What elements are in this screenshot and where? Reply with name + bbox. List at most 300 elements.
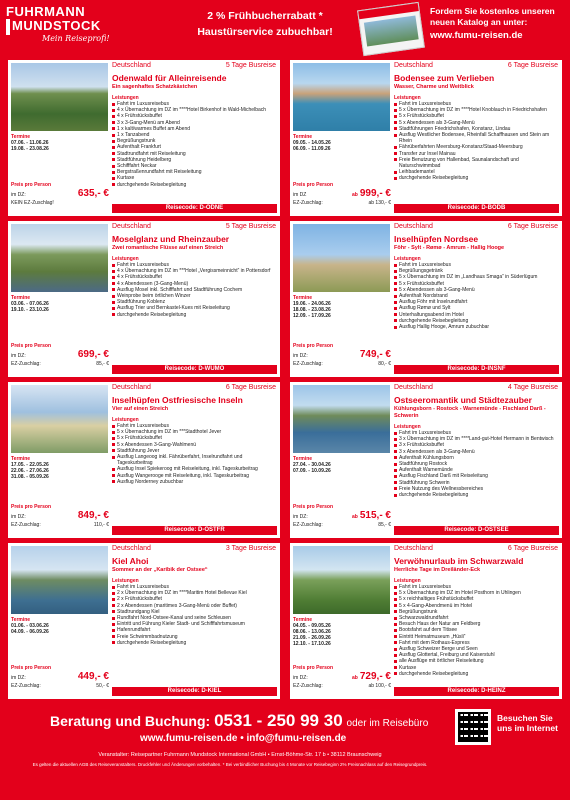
date-range: 12.09. - 17.09.26 (293, 313, 331, 319)
price-value: 635,- € (77, 188, 109, 199)
price-label: Preis pro Person (293, 182, 334, 188)
trip-card[interactable] (290, 60, 562, 216)
price-row (293, 671, 391, 682)
trip-subtitle: Ein sagenhaftes Schatzkästchen (112, 84, 198, 90)
logo-line1: FUHRMANN (6, 4, 86, 19)
inclusion-item: 3 x 3-Gang-Menü am Abend (112, 120, 276, 126)
date-range: 01.06. - 03.06.26 (11, 623, 49, 629)
inclusions-label: Leistungen (112, 578, 139, 584)
trip-title[interactable]: Bodensee zum Verlieben (394, 73, 495, 83)
price-row (11, 510, 109, 521)
date-range: 06.09. - 11.09.26 (293, 146, 331, 152)
catalog-image[interactable] (357, 2, 425, 56)
inclusion-item: Aufenthalt Warnemünde (394, 467, 558, 473)
trip-subtitle: Zwei romantische Flüsse auf einen Streich (112, 245, 224, 251)
reisecode-bar[interactable] (112, 687, 277, 696)
inclusion-item: Ausflug Föhr mit Inselrundfahrt (394, 299, 558, 305)
reisecode-prefix: Reisecode: (164, 527, 198, 533)
price-row (293, 349, 391, 360)
inclusion-item: Fahrt im Luxusreisebus (394, 430, 558, 436)
trip-region: Deutschland (112, 62, 151, 69)
trip-photo[interactable] (11, 224, 108, 292)
inclusion-item: 4 x Frühstücksbuffet (112, 113, 276, 119)
price-area (11, 182, 109, 206)
price-area (293, 665, 391, 689)
trip-card[interactable] (8, 543, 280, 699)
trip-duration: 3 Tage Busreise (225, 545, 276, 552)
trip-card[interactable] (290, 543, 562, 699)
inclusion-item: Eintritt und Führung Kieler Stadt- und Schifffahrtsmuseum (112, 621, 276, 627)
trip-duration: 5 Tage Busreise (225, 62, 276, 69)
inclusion-item: 4 x Abendessen (3-Gang-Menü) (112, 281, 276, 287)
trip-photo[interactable] (11, 546, 108, 614)
ez-value: 85,- € (96, 361, 109, 367)
inclusion-item: Fahrt im Luxusreisebus (394, 101, 558, 107)
date-range: 08.06. - 13.06.26 (293, 629, 331, 635)
price-row (11, 188, 109, 199)
price-area (293, 343, 391, 367)
inclusions-label: Leistungen (112, 417, 139, 423)
trip-title[interactable]: Ostseeromantik und Städtezauber (394, 395, 532, 405)
from-label: ab (352, 675, 358, 681)
date-range: 09.05. - 14.05.26 (293, 140, 331, 146)
price-value: 699,- € (77, 349, 109, 360)
reisecode-bar[interactable] (394, 687, 559, 696)
trip-price (78, 349, 109, 360)
inclusion-item: 2 x Frühstücksbuffet (112, 596, 276, 602)
room-label: im DZ: (293, 675, 308, 681)
trip-card[interactable] (290, 221, 562, 377)
organizer-text: Veranstalter: Reisepartner Fuhrmann Mundstock International GmbH • Ernst-Böhme-Str. 17 b • 38112 Braunschweig (98, 752, 382, 758)
dates-label: Termine (293, 456, 313, 462)
price-label: Preis pro Person (11, 343, 52, 349)
inclusion-item: Aufenthalt Kühlungsborn (394, 455, 558, 461)
footer (0, 705, 570, 800)
inclusion-item: Stadtführung Heidelberg (112, 157, 276, 163)
trip-photo[interactable] (11, 385, 108, 453)
inclusion-item: 2 x Abendessen (maritimes 3-Gang-Menü oder Buffet) (112, 603, 276, 609)
date-range: 18.08. - 23.08.26 (293, 307, 331, 313)
promo-line2: Haustürservice zubuchbar! (197, 26, 333, 38)
inclusion-item: Ausflug Hallig Hooge, Amrum zubuchbar (394, 324, 558, 330)
trip-duration: 6 Tage Busreise (225, 384, 276, 391)
trip-price (78, 188, 109, 199)
ez-label: EZ-Zuschlag: (293, 361, 323, 367)
price-value: 999,- € (359, 188, 391, 199)
dates-label: Termine (11, 456, 31, 462)
price-label: Preis pro Person (11, 182, 52, 188)
ez-value: 110,- € (93, 522, 109, 528)
inclusion-item: Fahrt mit dem Rothaus-Express (394, 640, 558, 646)
inclusion-item: Begrüßungstrunk (112, 138, 276, 144)
inclusion-item: Stadtrundgang Kiel (112, 609, 276, 615)
price-label: Preis pro Person (11, 504, 52, 510)
inclusion-item: Aufenthalt Frankfurt (112, 144, 276, 150)
price-label: Preis pro Person (293, 504, 334, 510)
trip-subtitle: Herrliche Tage im Dreiländer-Eck (394, 567, 481, 573)
reisecode-bar[interactable] (394, 526, 559, 535)
single-supplement (11, 683, 109, 689)
inclusions-label: Leistungen (394, 256, 421, 262)
from-label: ab (352, 192, 358, 198)
inclusion-item: Ausflug Schweizer Berge und Seen (394, 646, 558, 652)
reisecode-bar[interactable] (112, 365, 277, 374)
trip-duration: 6 Tage Busreise (507, 62, 558, 69)
inclusion-item: 5 x Übernachtung im DZ im „Landhaus Smaga“ in Süderlügum (394, 274, 558, 280)
inclusion-item: 3 x Abendessen als 3-Gang-Menü (394, 449, 558, 455)
dates-label: Termine (293, 134, 313, 140)
legal-text: Es gelten die aktuellen AGB des Reiseveranstalters. Druckfehler und Änderungen vorbehalten. * Bei verbindlicher Buchung bis 4 Monate vor Reisebeginn 2% Preisnachlass auf den Reisegrundpreis. (32, 762, 428, 767)
ez-value: 85,- € (378, 522, 391, 528)
price-area (11, 665, 109, 689)
trip-dates (11, 456, 109, 480)
inclusion-item: Rundfahrt Nord-Ostsee-Kanal und seine Schleusen (112, 615, 276, 621)
date-range: 22.06. - 27.06.26 (11, 468, 49, 474)
inclusion-item: Ausflug Glottertal, Freiburg und Kaiserstuhl (394, 652, 558, 658)
trip-meta (112, 384, 276, 394)
price-row (11, 349, 109, 360)
booking-label: Beratung und Buchung: (50, 713, 211, 729)
inclusion-item: alle Ausflüge mit örtlicher Reiseleitung (394, 658, 558, 664)
booking-suffix: oder im Reisebüro (346, 718, 429, 729)
inclusion-item: durchgehende Reisebegleitung (394, 671, 558, 677)
single-supplement (11, 200, 109, 206)
trip-dates (293, 134, 391, 152)
inclusion-item: 5 x reichhaltiges Frühstücksbuffet (394, 596, 558, 602)
inclusion-item: Fahrt im Luxusreisebus (112, 101, 276, 107)
inclusion-item: Begrüßungsgetränk (394, 268, 558, 274)
inclusions-label: Leistungen (112, 95, 139, 101)
trip-price (78, 510, 109, 521)
date-range: 21.09. - 26.09.26 (293, 635, 331, 641)
inclusion-item: 3 x Übernachtung im DZ im ****Land-gut-Hotel Hermann in Bentwisch (394, 436, 558, 442)
date-range: 07.06. - 11.06.26 (11, 140, 49, 146)
inclusion-item: Fahrt im Luxusreisebus (394, 584, 558, 590)
trip-subtitle: Kühlungsborn - Rostock - Warnemünde - Fischland Darß - Schwerin (394, 406, 546, 419)
trip-dates (11, 295, 109, 313)
trip-meta (394, 545, 558, 555)
promo-text (160, 8, 370, 40)
reisecode-bar[interactable] (112, 526, 277, 535)
reisecode-prefix: Reisecode: (444, 527, 478, 533)
inclusion-item: durchgehende Reisebegleitung (394, 492, 558, 498)
price-value: 449,- € (77, 671, 109, 682)
trip-region: Deutschland (112, 223, 151, 230)
reisecode-prefix: Reisecode: (447, 205, 482, 211)
inclusion-item: Ausflug Trier und Bernkastel-Kues mit Reiseleitung (112, 305, 276, 311)
inclusion-item: 1 x kalt/warmes Buffet am Abend (112, 126, 276, 132)
inclusion-item: Ausflug Insel Spiekeroog mit Reiseleitung, inkl. Tageskurbeitrag (112, 466, 276, 472)
room-label: im DZ: (293, 514, 308, 520)
catalog-cta (430, 6, 565, 41)
trip-title[interactable]: Inselhüpfen Ostfriesische Inseln (112, 395, 243, 405)
single-supplement (293, 522, 391, 528)
inclusions-label: Leistungen (394, 95, 421, 101)
inclusion-item: Stadtführungen Friedrichshafen, Konstanz, Lindau (394, 126, 558, 132)
inclusion-item: Ausflug Rømø und Sylt (394, 305, 558, 311)
inclusions-list (112, 584, 276, 646)
qr-code[interactable] (455, 709, 491, 745)
price-value: 729,- € (359, 671, 391, 682)
single-supplement (293, 200, 391, 206)
inclusion-item: Hafenrundfahrt (112, 627, 276, 633)
trip-price (78, 671, 109, 682)
price-area (293, 182, 391, 206)
logo-tagline: Mein Reiseprofi! (42, 34, 110, 43)
inclusion-item: Stadtführung Jever (112, 448, 276, 454)
trip-dates (293, 456, 391, 474)
dates-label: Termine (11, 295, 31, 301)
trip-title[interactable]: Kiel Ahoi (112, 556, 149, 566)
date-range: 19.10. - 23.10.26 (11, 307, 49, 313)
inclusion-item: 3 x Frühstücksbuffet (394, 442, 558, 448)
ez-label: EZ-Zuschlag: (293, 522, 323, 528)
inclusion-item: Besuch Haus der Natur am Feldberg (394, 621, 558, 627)
trip-card[interactable] (8, 221, 280, 377)
trip-meta (394, 223, 558, 233)
trip-photo[interactable] (293, 546, 390, 614)
price-label: Preis pro Person (293, 343, 334, 349)
inclusion-item: 5 x Übernachtung im DZ im ****Hotel Knoblauch in Friedrichshafen (394, 107, 558, 113)
price-value: 749,- € (359, 349, 391, 360)
trip-title[interactable]: Inselhüpfen Nordsee (394, 234, 479, 244)
trip-card[interactable] (290, 382, 562, 538)
dates-label: Termine (11, 617, 31, 623)
trip-title[interactable]: Verwöhnurlaub im Schwarzwald (394, 556, 524, 566)
inclusion-item: Fahrt im Luxusreisebus (112, 584, 276, 590)
inclusion-item: Weinprobe beim örtlichen Winzer (112, 293, 276, 299)
phone-link[interactable]: 0531 - 250 99 30 (214, 711, 343, 730)
single-supplement (11, 361, 109, 367)
qr-caption-line2: uns im Internet (497, 723, 558, 733)
inclusion-item: Kurtaxe (112, 175, 276, 181)
web-email-link[interactable]: www.fumu-reisen.de • info@fumu-reisen.de (140, 733, 347, 744)
trip-meta (394, 62, 558, 72)
inclusion-item: 5 x Abendessen als 3-Gang-Menü (394, 287, 558, 293)
room-label: im DZ: (11, 353, 26, 359)
ez-value: ab 130,- € (368, 200, 391, 206)
inclusions-list (394, 262, 558, 330)
cta-url-link[interactable]: www.fumu-reisen.de (430, 30, 523, 41)
reisecode-value: D-ODNE (199, 205, 224, 211)
inclusion-item: Ausflug Norderney zubuchbar (112, 479, 276, 485)
trip-duration: 6 Tage Busreise (507, 223, 558, 230)
trip-duration: 6 Tage Busreise (507, 545, 558, 552)
ez-label: KEIN EZ-Zuschlag! (11, 200, 54, 206)
inclusion-item: Freie Benutzung von Hallenbad, Saunalandschaft und Naturschwimmbad (394, 157, 558, 169)
inclusion-item: Ausflug Mosel inkl. Schifffahrt und Stadtführung Cochem (112, 287, 276, 293)
reisecode-bar[interactable] (112, 204, 277, 213)
date-range: 19.08. - 23.08.26 (11, 146, 49, 152)
reisecode-prefix: Reisecode: (447, 366, 482, 372)
trip-meta (394, 384, 558, 394)
inclusion-item: 1 x Tanzabend (112, 132, 276, 138)
ez-label: EZ-Zuschlag: (11, 683, 41, 689)
ez-value: ab 100,- € (368, 683, 391, 689)
reisecode-bar[interactable] (394, 365, 559, 374)
inclusions-list (112, 262, 276, 318)
date-range: 04.09. - 06.09.26 (11, 629, 49, 635)
inclusion-item: 4 x Übernachtung im DZ im ****Hotel Birkenhof in Wald-Michelbach (112, 107, 276, 113)
trip-photo[interactable] (293, 63, 390, 131)
dates-label: Termine (293, 295, 313, 301)
inclusion-item: durchgehende Reisebegleitung (394, 318, 558, 324)
inclusion-item: Ausflug Wangerooge mit Reiseleitung, inkl. Tageskurbeitrag (112, 473, 276, 479)
trip-region: Deutschland (394, 545, 433, 552)
cta-text: Fordern Sie kostenlos unseren neuen Katalog an unter: (430, 6, 555, 27)
inclusion-item: durchgehende Reisebegleitung (112, 640, 276, 646)
price-value: 849,- € (77, 510, 109, 521)
reisecode-bar[interactable] (394, 204, 559, 213)
inclusion-item: Stadtführung Rostock (394, 461, 558, 467)
inclusion-item: Kurtaxe (394, 665, 558, 671)
trip-photo[interactable] (293, 385, 390, 453)
date-range: 27.04. - 30.04.26 (293, 462, 331, 468)
trip-subtitle: Föhr - Sylt - Rømø - Amrum - Hallig Hooge (394, 245, 505, 251)
inclusion-item: durchgehende Reisebegleitung (112, 182, 276, 188)
trip-price (352, 188, 391, 199)
inclusion-item: Fährüberfahrten Meersburg-Konstanz/Staad-Meersburg (394, 144, 558, 150)
promo-line1: 2 % Frühbucherrabatt * (207, 10, 323, 22)
inclusion-item: Aufenthalt Nordstrand (394, 293, 558, 299)
inclusions-list (112, 101, 276, 188)
inclusion-item: Ausflug Fischland Darß mit Reiseleitung (394, 473, 558, 479)
inclusion-item: Bergstraßenrundfahrt mit Reiseleitung (112, 169, 276, 175)
inclusion-item: 4 x Frühstücksbuffet (112, 274, 276, 280)
trip-subtitle: Vier auf einen Streich (112, 406, 169, 412)
qr-caption-line1: Besuchen Sie (497, 713, 553, 723)
trip-subtitle: Sommer an der „Karibik der Ostsee“ (112, 567, 208, 573)
trip-subtitle: Wasser, Charme und Weitblick (394, 84, 474, 90)
price-label: Preis pro Person (11, 665, 52, 671)
reisecode-value: D-KIEL (201, 688, 222, 694)
reisecode-prefix: Reisecode: (447, 688, 482, 694)
inclusions-list (394, 430, 558, 498)
trip-duration: 4 Tage Busreise (507, 384, 558, 391)
reisecode-value: D-INSNF (481, 366, 506, 372)
inclusions-label: Leistungen (394, 578, 421, 584)
inclusion-item: 2 x Übernachtung im DZ im ****Maritim Hotel Bellevue Kiel (112, 590, 276, 596)
trip-title[interactable]: Moselglanz und Rheinzauber (112, 234, 230, 244)
trip-region: Deutschland (112, 545, 151, 552)
inclusion-item: Stadtführung Schwerin (394, 480, 558, 486)
trip-dates (293, 295, 391, 319)
trip-dates (293, 617, 391, 647)
trip-region: Deutschland (112, 384, 151, 391)
inclusion-item: 5 x Übernachtung im DZ im ***Stadthotel Jever (112, 429, 276, 435)
inclusions-list (112, 423, 276, 485)
price-row (293, 510, 391, 521)
inclusion-item: Transfer zur Insel Mainau (394, 151, 558, 157)
trip-price (360, 349, 391, 360)
inclusions-list (394, 584, 558, 677)
date-range: 04.05. - 09.05.26 (293, 623, 331, 629)
date-range: 03.06. - 07.06.26 (11, 301, 49, 307)
inclusion-item: Eintritt Heimatmuseum „Hüsli“ (394, 634, 558, 640)
trip-photo[interactable] (11, 63, 108, 131)
reisecode-value: D-BODB (481, 205, 506, 211)
inclusion-item: durchgehende Reisebegleitung (394, 175, 558, 181)
inclusions-list (394, 101, 558, 182)
single-supplement (293, 361, 391, 367)
date-range: 31.08. - 05.09.26 (11, 474, 49, 480)
room-label: im DZ (293, 192, 307, 198)
ez-value: 50,- € (96, 683, 109, 689)
inclusions-label: Leistungen (394, 424, 421, 430)
brand-logo[interactable] (6, 5, 136, 51)
trip-region: Deutschland (394, 384, 433, 391)
qr-caption (497, 713, 558, 733)
inclusion-item: Fahrt im Luxusreisebus (112, 423, 276, 429)
date-range: 19.06. - 24.06.26 (293, 301, 331, 307)
price-value: 515,- € (359, 510, 391, 521)
price-area (293, 504, 391, 528)
inclusion-item: 5 x Frühstücksbuffet (394, 281, 558, 287)
price-area (11, 504, 109, 528)
inclusion-item: Leihbademantel (394, 169, 558, 175)
ez-label: EZ-Zuschlag: (11, 361, 41, 367)
from-label: ab (352, 514, 358, 520)
room-label: im DZ: (11, 675, 26, 681)
single-supplement (11, 522, 109, 528)
ez-label: EZ-Zuschlag: (293, 200, 323, 206)
trip-duration: 5 Tage Busreise (225, 223, 276, 230)
room-label: im DZ: (293, 353, 308, 359)
reisecode-value: D-OSTSEE (478, 527, 509, 533)
trip-region: Deutschland (394, 223, 433, 230)
inclusion-item: 5 x Übernachtung im DZ im Hotel Posthorn in Uhlingen (394, 590, 558, 596)
trip-meta (112, 62, 276, 72)
reisecode-value: D-WUMO (198, 366, 225, 372)
inclusion-item: 4 x Übernachtung im DZ im ***Hotel „Vergissmeinnicht“ in Pottersdorf (112, 268, 276, 274)
inclusion-item: Freie Nutzung des Wellnessbereiches (394, 486, 558, 492)
inclusions-label: Leistungen (112, 256, 139, 262)
header (0, 0, 570, 58)
logo-line2: MUNDSTOCK (12, 18, 101, 33)
inclusion-item: Unterhaltungsabend im Hotel (394, 312, 558, 318)
date-range: 07.09. - 10.09.26 (293, 468, 331, 474)
reisecode-prefix: Reisecode: (164, 366, 199, 372)
inclusion-item: Stadtführung Koblenz (112, 299, 276, 305)
price-row (293, 188, 391, 199)
trip-dates (11, 134, 109, 152)
trip-card[interactable] (8, 60, 280, 216)
ez-label: EZ-Zuschlag: (11, 522, 41, 528)
room-label: im DZ: (11, 514, 26, 520)
ez-value: 80,- € (378, 361, 391, 367)
inclusion-item: Begrüßungstrunk (394, 609, 558, 615)
trip-photo[interactable] (293, 224, 390, 292)
dates-label: Termine (293, 617, 313, 623)
price-label: Preis pro Person (293, 665, 334, 671)
trip-meta (112, 545, 276, 555)
price-row (11, 671, 109, 682)
logo-bar (6, 19, 10, 35)
inclusion-item: Ausflug Westlicher Bodensee, Rheinfall Schaffhausen und Stein am Rhein (394, 132, 558, 144)
reisecode-prefix: Reisecode: (167, 688, 202, 694)
inclusion-item: Schwarzwaldrundfahrt (394, 615, 558, 621)
room-label: im DZ: (11, 192, 26, 198)
trip-title[interactable]: Odenwald für Alleinreisende (112, 73, 227, 83)
price-area (11, 343, 109, 367)
inclusion-item: durchgehende Reisebegleitung (112, 312, 276, 318)
trip-dates (11, 617, 109, 635)
date-range: 12.10. - 17.10.26 (293, 641, 331, 647)
inclusion-item: Ausflug Langeoog inkl. Fährüberfahrt, Inselrundfahrt und Tageskurbeitrag (112, 454, 276, 466)
trip-card[interactable] (8, 382, 280, 538)
trip-price (352, 510, 391, 521)
inclusion-item: Fahrt im Luxusreisebus (112, 262, 276, 268)
